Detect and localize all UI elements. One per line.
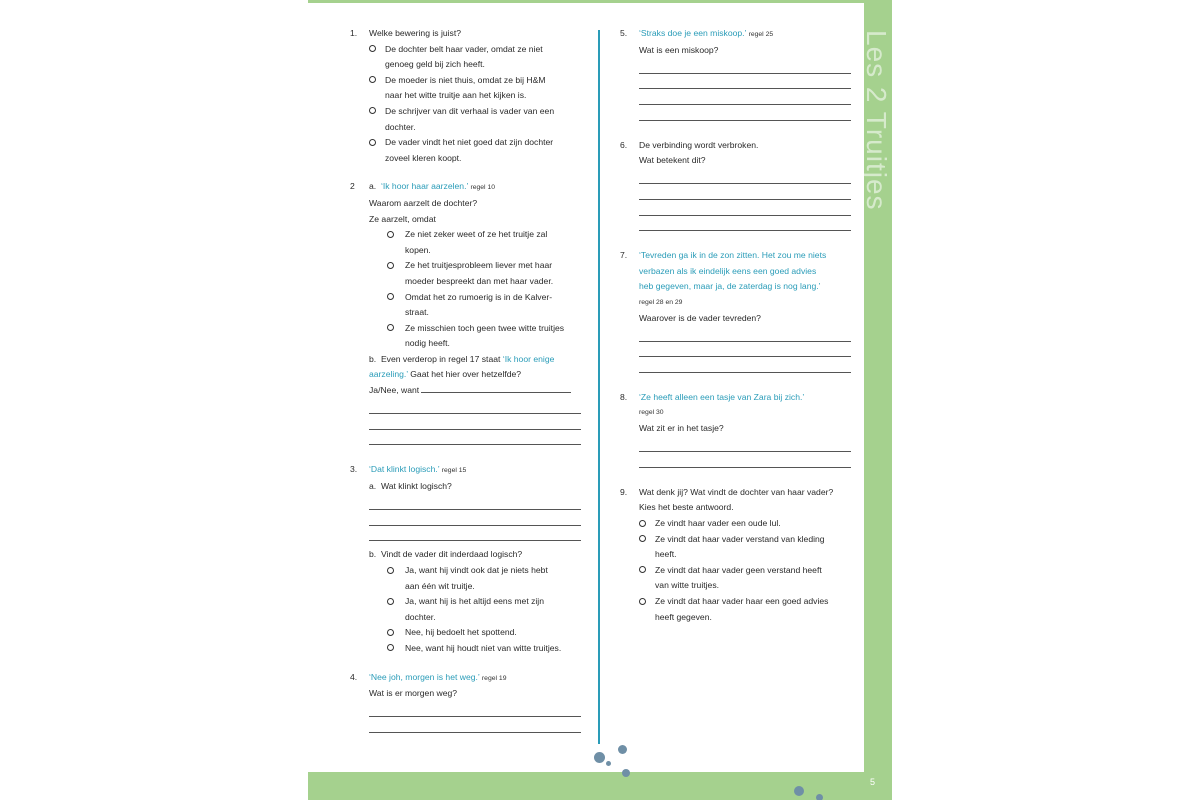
- radio-circle-icon[interactable]: [639, 535, 646, 542]
- answer-line[interactable]: [639, 105, 851, 121]
- radio-circle-icon[interactable]: [387, 262, 394, 269]
- left-column: [348, 26, 583, 733]
- radio-circle-icon[interactable]: [369, 76, 376, 83]
- answer-line[interactable]: [639, 326, 851, 342]
- question-8: 8. ‘Ze heeft alleen een tasje van Zara bij zich.’ regel 30 Wat zit er in het tasje?: [618, 390, 853, 468]
- radio-circle-icon[interactable]: [639, 566, 646, 573]
- question-5: 5. ‘Straks doe je een miskoop.’ regel 25 Wat is een miskoop?: [618, 26, 853, 121]
- line-ref: regel 30: [639, 409, 664, 417]
- radio-circle-icon[interactable]: [387, 324, 394, 331]
- answer-option[interactable]: De vader vindt het niet goed dat zijn dochter zoveel kleren koopt.: [369, 135, 583, 166]
- column-divider: [598, 30, 600, 744]
- question-text: Wat is er morgen weg?: [369, 688, 458, 699]
- radio-circle-icon[interactable]: [387, 567, 394, 574]
- answer-line[interactable]: [369, 414, 581, 430]
- radio-circle-icon[interactable]: [369, 107, 376, 114]
- question-3: 3. ‘Dat klinkt logisch.’ regel 15 a. Wat klinkt logisch? b. Vindt de vader dit inderdaad logisch? Ja, want hij vindt ook dat je niets hebt aan één wit truitje. Ja, want hij is het altijd eens met zijn dochter. Nee, hij bedoelt het spottend. Nee, want hij houdt niet van witte truitjes.: [348, 462, 583, 656]
- answer-line[interactable]: [639, 437, 851, 453]
- answer-option[interactable]: Omdat het zo rumoerig is in de Kalver- straat.: [385, 290, 583, 321]
- radio-circle-icon[interactable]: [387, 598, 394, 605]
- question-9: 9. Wat denk jij? Wat vindt de dochter van haar vader? Kies het beste antwoord. Ze vindt haar vader een oude lul. Ze vindt dat haar vader verstand van kleding heeft. Ze vindt dat haar vader geen verstand heeft van witte truitjes. Ze vindt dat haar vader haar een goed advies heeft gegeven.: [618, 485, 853, 625]
- line-ref: regel 19: [481, 674, 507, 682]
- radio-circle-icon[interactable]: [387, 644, 394, 651]
- answer-line[interactable]: [369, 717, 581, 733]
- answer-option[interactable]: Ja, want hij is het altijd eens met zijn dochter.: [385, 594, 583, 625]
- question-6: 6. De verbinding wordt verbroken. Wat betekent dit?: [618, 138, 853, 232]
- answer-option[interactable]: Ze vindt dat haar vader verstand van kleding heeft.: [639, 532, 853, 563]
- question-2: 2 a. ‘Ik hoor haar aarzelen.’ regel 10 Waarom aarzelt de dochter? Ze aarzelt, omdat Ze niet zeker weet of ze het truitje zal kopen. Ze het truitjesprobleem liever met haar moeder bespreekt dan met haar vader. Omdat het zo rumoerig is in de Kalver- straat. Ze misschien toch geen twee witte truitjes nodig heeft. b. Even verderop in regel 17 staat ‘Ik hoor enige aarzeling.’ Gaat het hier over hetzelfde? Ja/Nee, want: [348, 179, 583, 445]
- quote: ‘Straks doe je een miskoop.’: [639, 28, 747, 38]
- quote: ‘Dat klinkt logisch.’: [369, 464, 440, 475]
- answer-option[interactable]: Nee, hij bedoelt het spottend.: [385, 625, 583, 641]
- lesson-title: Les 2 Truitjes: [861, 30, 892, 211]
- question-text: Wat is een miskoop?: [639, 44, 719, 55]
- answer-option[interactable]: Nee, want hij houdt niet van witte truitjes.: [385, 641, 583, 657]
- answer-line[interactable]: [639, 452, 851, 468]
- answer-line[interactable]: [639, 200, 851, 216]
- answer-option[interactable]: Ze het truitjesprobleem liever met haar moeder bespreekt dan met haar vader.: [385, 258, 583, 289]
- answer-option[interactable]: Ze vindt dat haar vader haar een goed advies heeft gegeven.: [639, 594, 853, 625]
- line-ref: regel 28 en 29: [639, 298, 683, 306]
- answer-line[interactable]: [369, 510, 581, 526]
- answer-line[interactable]: [639, 216, 851, 232]
- answer-line[interactable]: [639, 169, 851, 185]
- question-text: Welke bewering is juist?: [369, 28, 462, 38]
- radio-circle-icon[interactable]: [387, 231, 394, 238]
- line-ref: regel 25: [748, 31, 774, 38]
- answer-option[interactable]: Ze vindt dat haar vader geen verstand heeft van witte truitjes.: [639, 563, 853, 594]
- line-ref: regel 10: [470, 184, 496, 192]
- right-column: [618, 26, 853, 625]
- quote: aarzeling.’: [369, 369, 408, 380]
- answer-line[interactable]: [639, 357, 851, 373]
- quote: heb gegeven, maar ja, de zaterdag is nog lang.’: [639, 281, 821, 292]
- top-border: [308, 0, 864, 3]
- answer-option[interactable]: Ze niet zeker weet of ze het truitje zal kopen.: [385, 227, 583, 258]
- answer-option[interactable]: De dochter belt haar vader, omdat ze niet genoeg geld bij zich heeft.: [369, 42, 583, 73]
- question-text: Wat betekent dit?: [639, 155, 706, 166]
- answer-option[interactable]: De schrijver van dit verhaal is vader van een dochter.: [369, 104, 583, 135]
- quote: ‘Ik hoor enige: [502, 353, 555, 364]
- question-text: Wat zit er in het tasje?: [639, 423, 724, 434]
- answer-line[interactable]: [421, 385, 571, 393]
- answer-line[interactable]: [369, 495, 581, 511]
- answer-line[interactable]: [639, 342, 851, 358]
- radio-circle-icon[interactable]: [639, 520, 646, 527]
- answer-option[interactable]: Ja, want hij vindt ook dat je niets hebt aan één wit truitje.: [385, 563, 583, 594]
- radio-circle-icon[interactable]: [369, 45, 376, 52]
- radio-circle-icon[interactable]: [387, 293, 394, 300]
- question-text: Waarover is de vader tevreden?: [639, 312, 761, 323]
- question-text: Wat denk jij? Wat vindt de dochter van haar vader?: [639, 486, 834, 497]
- question-4: 4. ‘Nee joh, morgen is het weg.’ regel 19 Wat is er morgen weg?: [348, 670, 583, 733]
- answer-line[interactable]: [369, 399, 581, 415]
- radio-circle-icon[interactable]: [387, 629, 394, 636]
- answer-line[interactable]: [639, 74, 851, 90]
- bottom-margin-band: [308, 772, 892, 800]
- radio-circle-icon[interactable]: [639, 598, 646, 605]
- quote: ‘Ze heeft alleen een tasje van Zara bij zich.’: [639, 391, 805, 402]
- answer-line[interactable]: [369, 526, 581, 542]
- quote: ‘Tevreden ga ik in de zon zitten. Het zou me niets: [639, 250, 827, 261]
- answer-line[interactable]: [369, 702, 581, 718]
- radio-circle-icon[interactable]: [369, 139, 376, 146]
- question-1: 1. Welke bewering is juist? De dochter belt haar vader, omdat ze niet genoeg geld bij zich heeft. De moeder is niet thuis, omdat ze bij H&M naar het witte truitje aan het kijken is. De schrijver van dit verhaal is vader van een dochter. De vader vindt het niet goed dat zijn dochter zoveel kleren koopt.: [348, 26, 583, 166]
- answer-option[interactable]: Ze vindt haar vader een oude lul.: [639, 516, 853, 532]
- answer-line[interactable]: [639, 89, 851, 105]
- answer-line[interactable]: [639, 184, 851, 200]
- answer-option[interactable]: De moeder is niet thuis, omdat ze bij H&M naar het witte truitje aan het kijken is.: [369, 73, 583, 104]
- answer-line[interactable]: [639, 58, 851, 74]
- question-7: 7. ‘Tevreden ga ik in de zon zitten. Het zou me niets verbazen als ik eindelijk eens een goed advies heb gegeven, maar ja, de zaterdag is nog lang.’ regel 28 en 29 Waarover is de vader tevreden?: [618, 248, 853, 373]
- line-ref: regel 15: [441, 467, 467, 475]
- page-number: 5: [870, 777, 876, 787]
- answer-line[interactable]: [369, 430, 581, 446]
- quote: verbazen als ik eindelijk eens een goed advies: [639, 265, 817, 276]
- answer-option[interactable]: Ze misschien toch geen twee witte truitjes nodig heeft.: [385, 321, 583, 352]
- quote: ‘Ik hoor haar aarzelen.’: [380, 181, 469, 192]
- quote: ‘Nee joh, morgen is het weg.’: [369, 671, 480, 682]
- question-text: Waarom aarzelt de dochter?: [369, 197, 478, 208]
